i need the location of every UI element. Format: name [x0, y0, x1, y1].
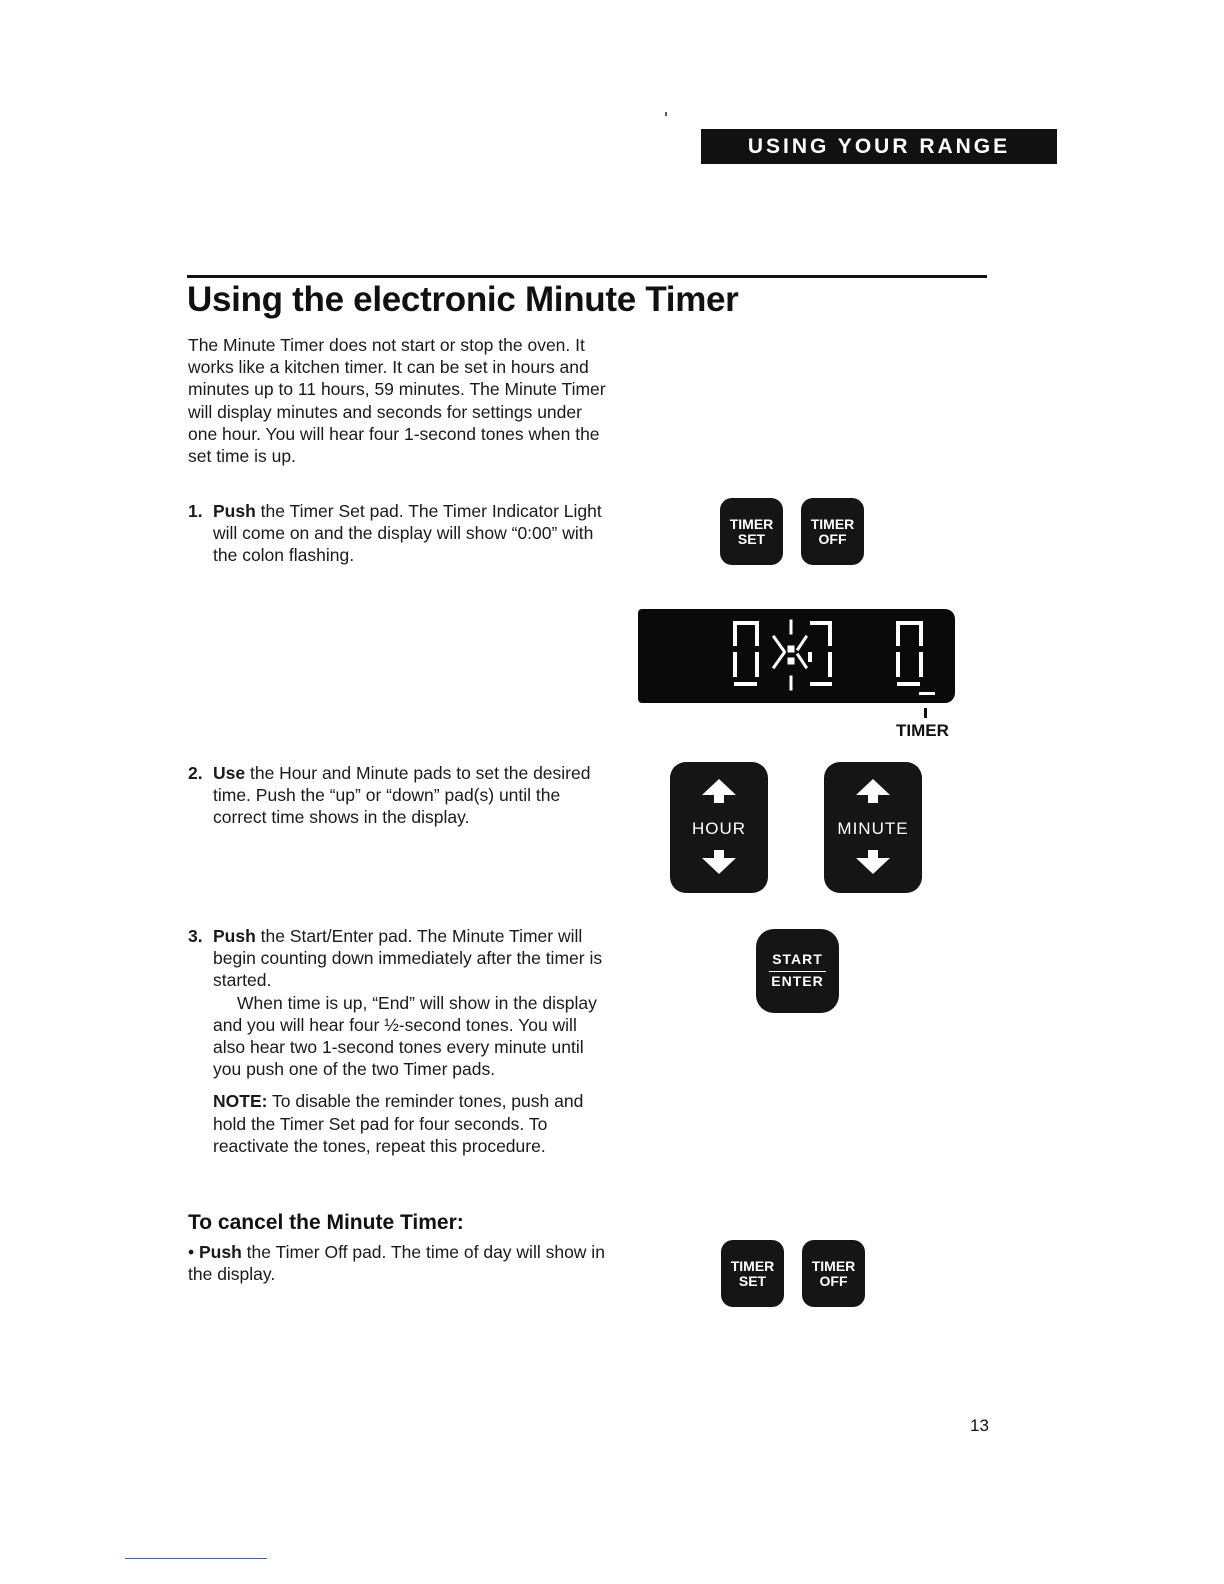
timer-set-button-cancel[interactable]: [721, 1240, 784, 1307]
step-1-action: Push: [213, 501, 256, 521]
timer-set-button[interactable]: [720, 498, 783, 565]
timer-off-button-cancel[interactable]: [802, 1240, 865, 1307]
step-3-text: the Start/Enter pad. The Minute Timer will begin counting down immediately after the timer is started.: [213, 926, 603, 991]
start-enter-divider: [769, 971, 826, 972]
note-label: NOTE:: [213, 1091, 268, 1112]
timer-off-label-2: OFF: [819, 1272, 848, 1289]
timer-indicator-light: [924, 708, 927, 718]
timer-set-label-2: SET: [738, 1272, 767, 1289]
timer-set-label-1: TIMER: [729, 515, 774, 532]
bullet: •: [188, 1242, 199, 1262]
digit-tens-minutes: [808, 621, 832, 686]
timer-set-label-2: SET: [737, 530, 766, 547]
step-2-action: Use: [213, 763, 246, 783]
timer-off-label-1: TIMER: [810, 515, 855, 532]
step-2-number: 2.: [188, 763, 203, 783]
cancel-text: the Timer Off pad. The time of day will show in the display.: [188, 1242, 605, 1285]
hour-pad[interactable]: [670, 762, 768, 893]
step-3-note: [213, 1090, 608, 1157]
step-3-number: 3.: [188, 926, 203, 946]
step-3-action: Push: [213, 926, 256, 946]
step-3: [188, 925, 608, 1157]
cancel-instruction: [188, 1241, 608, 1285]
start-enter-button[interactable]: [756, 929, 839, 1013]
step-2: [188, 762, 608, 829]
timer-off-label-1: TIMER: [811, 1257, 856, 1274]
title-rule: [187, 275, 987, 278]
hour-label: HOUR: [691, 819, 747, 838]
footnote-rule: [125, 1558, 267, 1559]
page-title: Using the electronic Minute Timer: [187, 280, 739, 319]
seven-segment-readout: [638, 609, 955, 703]
flashing-colon: [774, 621, 806, 689]
minute-down-arrow-icon: [856, 858, 890, 874]
timer-off-label-2: OFF: [818, 530, 847, 547]
step-3-end-paragraph: When time is up, “End” will show in the display and you will hear four ½-second tones. You will also hear two 1-second tones every minute until you push one of the two Timer pads.: [213, 992, 597, 1080]
scan-speck: [665, 112, 667, 116]
step-1-text: the Timer Set pad. The Timer Indicator Light will come on and the display will show “0:00” with the colon flashing.: [213, 501, 602, 566]
digit-hours: [733, 621, 759, 686]
start-label: START: [772, 951, 823, 967]
hour-up-arrow-icon: [702, 779, 736, 795]
digit-minutes: [896, 621, 935, 695]
enter-label: ENTER: [771, 973, 824, 989]
intro-paragraph: The Minute Timer does not start or stop the oven. It works like a kitchen timer. It can be set in hours and minutes up to 11 hours, 59 minutes. The Minute Timer will display minutes and seconds for settings under one hour. You will hear four 1-second tones when the set time is up.: [188, 335, 606, 467]
timer-set-label-1: TIMER: [730, 1257, 775, 1274]
timer-indicator-label: TIMER: [896, 721, 949, 740]
minute-label: MINUTE: [837, 819, 909, 838]
minute-pad[interactable]: [824, 762, 922, 893]
cancel-heading: To cancel the Minute Timer:: [188, 1211, 464, 1234]
timer-display: [638, 609, 955, 703]
note-text: To disable the reminder tones, push and hold the Timer Set pad for four seconds. To reactivate the tones, repeat this procedure.: [213, 1091, 584, 1156]
step-2-text: the Hour and Minute pads to set the desired time. Push the “up” or “down” pad(s) until the correct time shows in the display.: [213, 763, 591, 828]
hour-down-arrow-icon: [702, 858, 736, 874]
minute-up-arrow-icon: [856, 779, 890, 795]
step-1-number: 1.: [188, 501, 203, 521]
step-1: [188, 500, 608, 567]
section-banner: USING YOUR RANGE: [701, 129, 1057, 164]
cancel-action: Push: [199, 1242, 242, 1262]
page-number: 13: [970, 1416, 989, 1435]
timer-off-button[interactable]: [801, 498, 864, 565]
